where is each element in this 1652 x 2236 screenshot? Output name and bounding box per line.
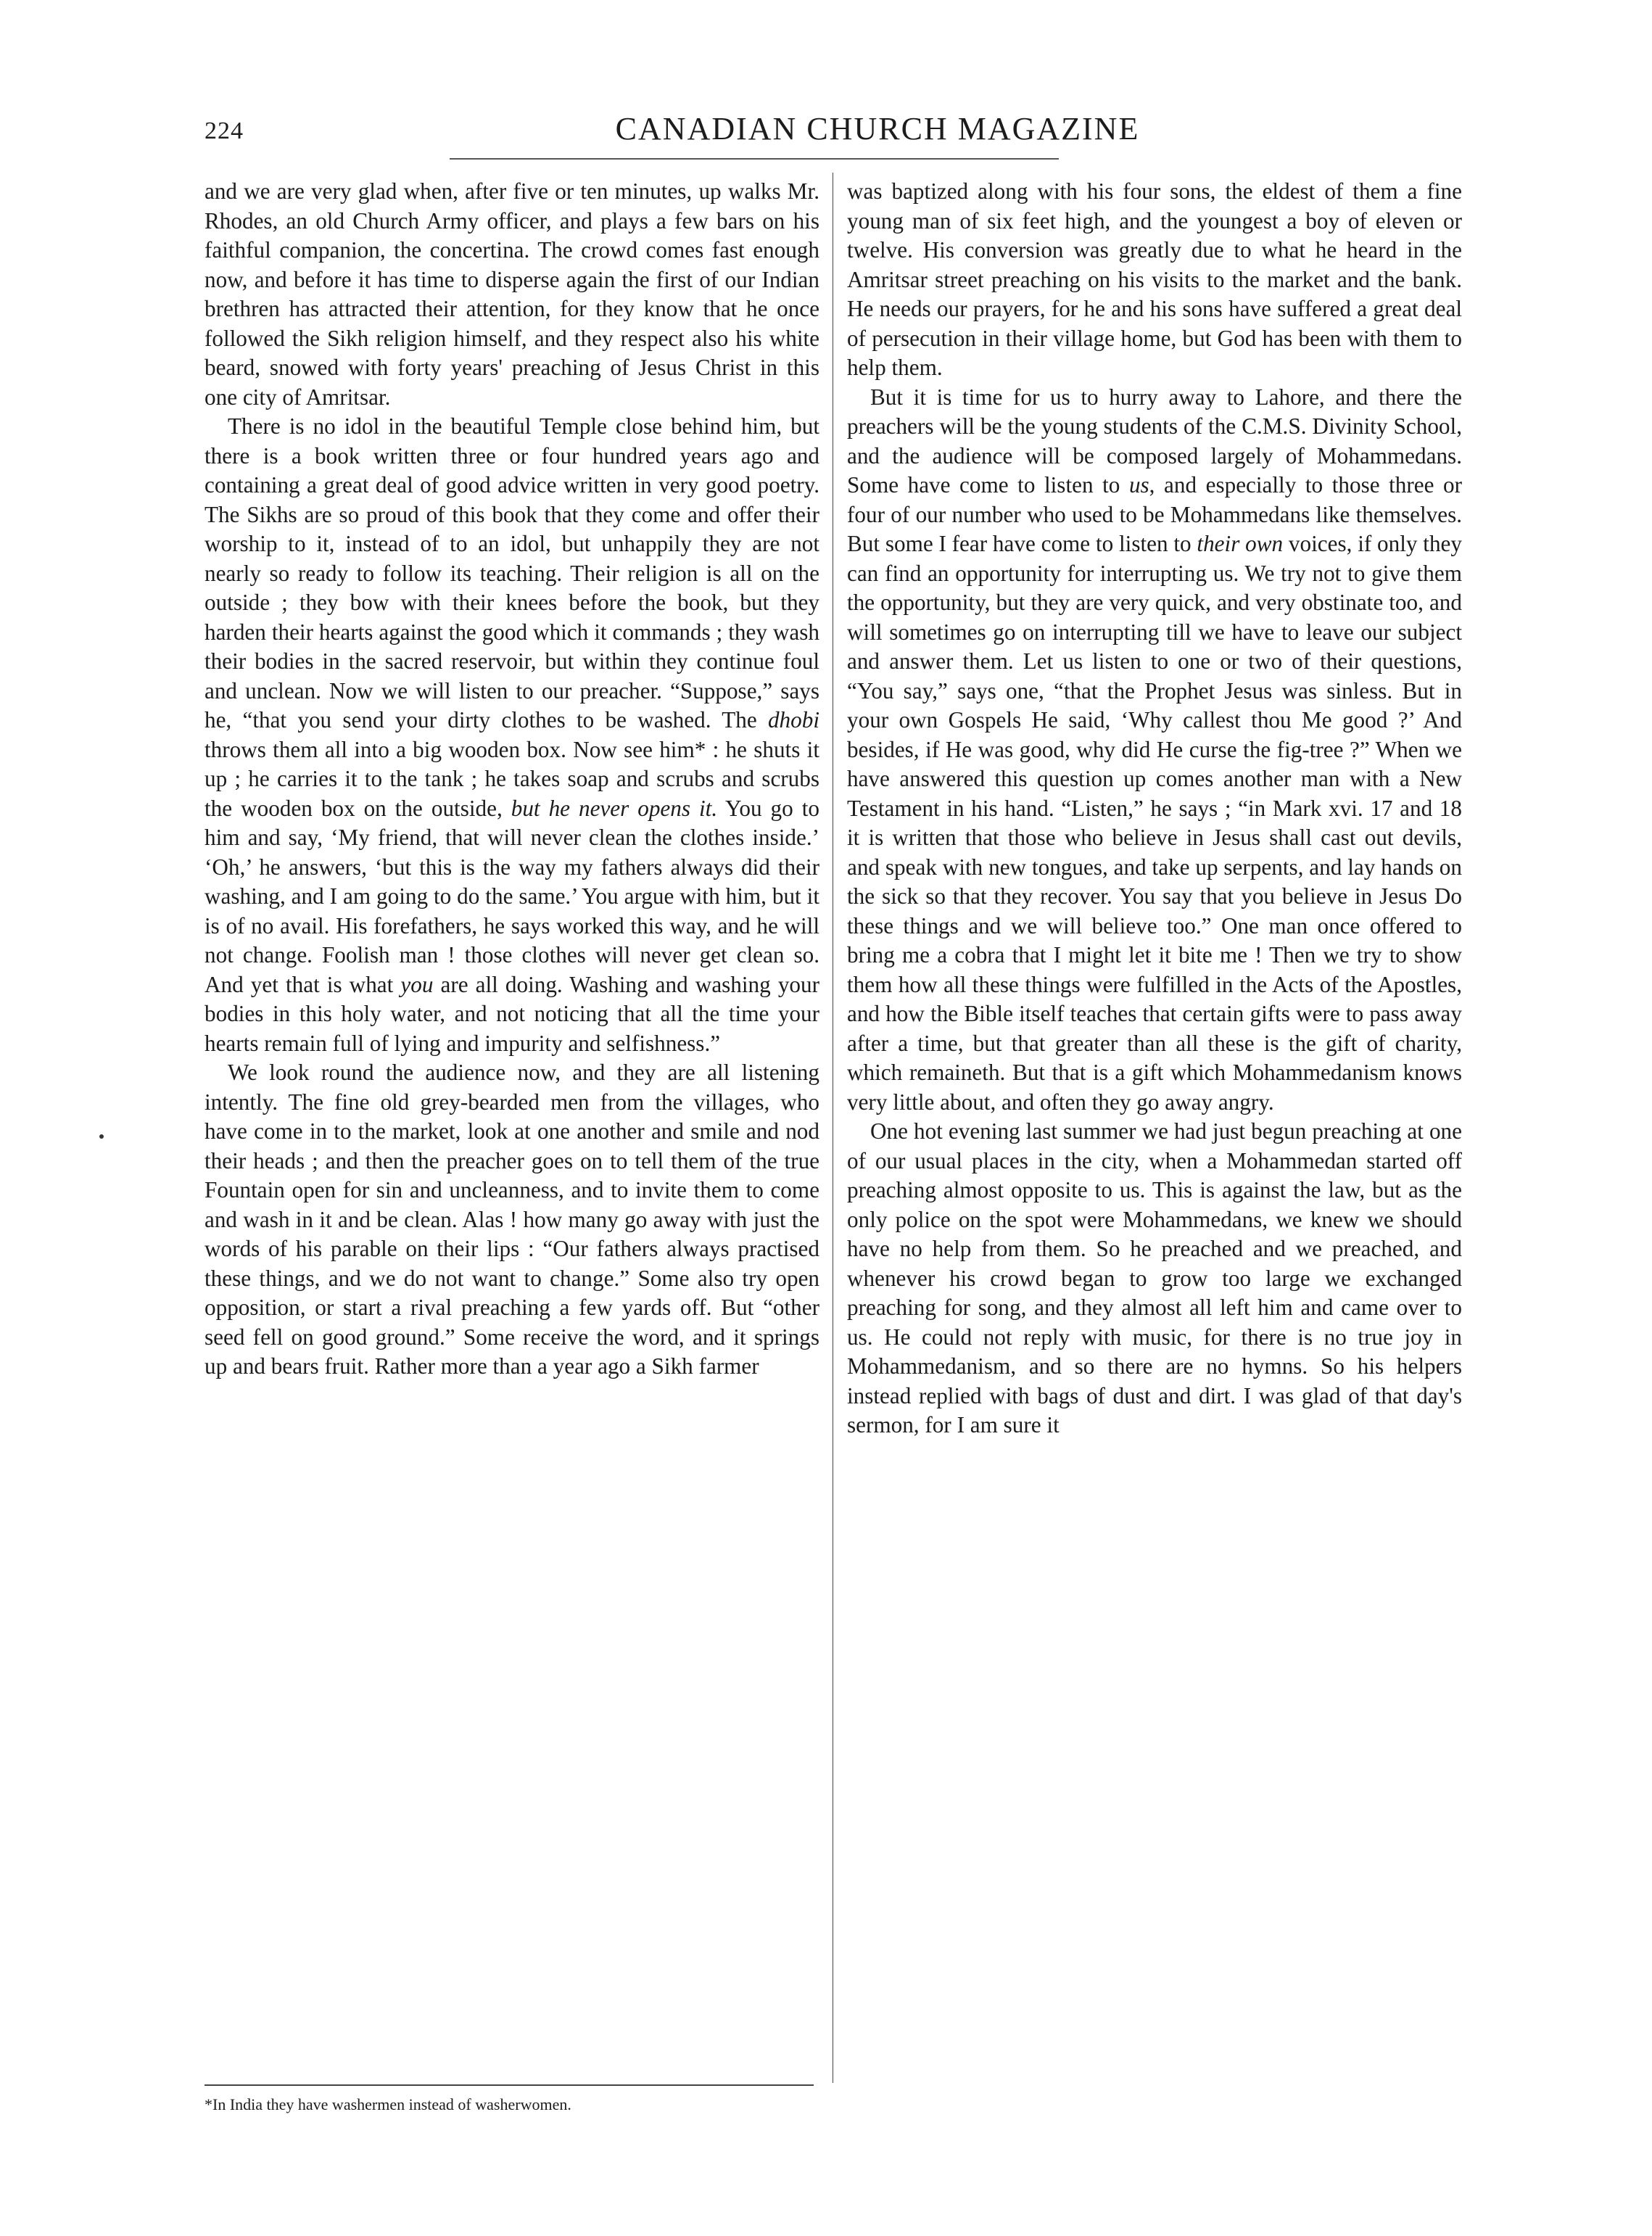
paragraph: We look round the audience now, and they are all listening intently. The fine old grey-bearded men from the villages, who have come in to the market, look at one another and smile and nod their heads ; and then the preacher goes on to tell them of the true Fountain open for sin and uncleanness, and to invite them to come and wash in it and be clean. Alas ! how many go away with just the words of his parable on their lips : “Our fathers always practised these things, and we do not want to change.” Some also try open opposition, or start a rival preaching a few yards off. But “other seed fell on good ground.” Some receive the word, and it springs up and bears fruit. Rather more than a year ago a Sikh farmer bbox=[205, 1060, 819, 1379]
italic-word: us bbox=[1128, 472, 1149, 498]
paragraph bbox=[205, 412, 819, 1058]
paragraph: and we are very glad when, after five or ten minutes, up walks Mr. Rhodes, an old Church Army officer, and plays a few bars on his faithful companion, the concertina. The crowd comes fast enough now, and before it has time to disperse again the first of our Indian brethren has attracted their attention, for they know that he once followed the Sikh religion himself, and they respect also his white beard, snowed with forty years' preaching of Jesus Christ in this one city of Amritsar. bbox=[205, 178, 819, 410]
paragraph: One hot evening last summer we had just begun preaching at one of our usual places in the city, when a Mohammedan started off preaching almost opposite to us. This is against the law, but as the only police on the spot were Mohammedans, we knew we should have no help from them. So he preached and we preached, and whenever his crowd began to grow too large we exchanged preaching for song, and they almost all left him and came over to us. He could not reply with music, for there is no true joy in Mohammedanism, and so there are no hymns. So his helpers instead replied with bags of dust and dirt. I was glad of that day's sermon, for I am sure it bbox=[847, 1118, 1462, 1437]
italic-phrase: but he never opens it. bbox=[511, 795, 718, 821]
text-run: , and especially to those three or four of our number who used to be Mohammedans like themselves. But some I fear have come to listen to bbox=[847, 472, 1462, 556]
right-column bbox=[847, 177, 1462, 1440]
italic-word: you bbox=[400, 971, 434, 997]
text-run: But it is time for us to hurry away to Lahore, and there the preachers will be the young students of the C.M.S. Divinity School, and the audience will be composed largely of Mohammedans. Some have come to listen to bbox=[847, 384, 1462, 498]
italic-phrase: their own bbox=[1197, 531, 1284, 556]
paragraph bbox=[847, 383, 1462, 1118]
margin-speck bbox=[99, 1134, 104, 1139]
footnote-rule bbox=[205, 2084, 814, 2086]
text-run: throws them all into a big wooden box. Now see him* : he shuts it up ; he carries it to the tank ; he takes soap and scrubs and scrubs the wooden box on the outside, bbox=[205, 736, 819, 821]
italic-term: dhobi bbox=[767, 707, 819, 733]
running-title: CANADIAN CHURCH MAGAZINE bbox=[615, 111, 1140, 147]
text-run: are all doing. Washing and washing your bodies in this holy water, and not noticing that all the time your hearts remain full of lying and impurity and selfishness.” bbox=[205, 971, 819, 1056]
footnote: *In India they have washermen instead of washerwomen. bbox=[205, 2095, 571, 2113]
text-run: You go to him and say, ‘My friend, that will never clean the clothes inside.’ ‘Oh,’ he answers, ‘but this is the way my fathers always did their washing, and I am going to do the same.’ You argue with him, but it is of no avail. His forefathers, he says worked this way, and he will not change. Foolish man ! those clothes will never get clean so. And yet that is what bbox=[205, 795, 819, 997]
text-run: voices, if only they can find an opportunity for interrupting us. We try not to give them the opportunity, but they are very quick, and very obstinate too, and will sometimes go on interrupting till we have to leave our subject and answer them. Let us listen to one or two of their questions, “You say,” says one, “that the Prophet Jesus was sinless. But in your own Gospels He said, ‘Why callest thou Me good ?’ And besides, if He was good, why did He curse the fig-tree ?” When we have answered this question up comes another man with a New Testament in his hand. “Listen,” he says ; “in Mark xvi. 17 and 18 it is written that those who believe in Jesus shall cast out devils, and speak with new tongues, and take up serpents, and lay hands on the sick so that they recover. You say that you believe in Jesus Do these things and we will believe too.” One man once offered to bring me a cobra that I might let it bite me ! Then we try to show them how all these things were fulfilled in the Acts of the Apostles, and how the Bible itself teaches that certain gifts were to pass away after a time, but that greater than all these is the gift of charity, which remaineth. But that is a gift which Mohammedanism knows very little about, and often they go away angry. bbox=[847, 531, 1462, 1115]
text-run: There is no idol in the beautiful Temple close behind him, but there is a book written three or four hundred years ago and containing a great deal of good advice written in very good poetry. The Sikhs are so proud of this book that they come and offer their worship to it, instead of to an idol, but unhappily they are not nearly so ready to follow its teaching. Their religion is all on the outside ; they bow with their knees before the book, but they harden their hearts against the good which it commands ; they wash their bodies in the sacred reservoir, but within they continue foul and unclean. Now we will listen to our preacher. “Suppose,” says he, “that you send your dirty clothes to be washed. The bbox=[205, 413, 819, 733]
paragraph: was baptized along with his four sons, the eldest of them a fine young man of six feet high, and the youngest a boy of eleven or twelve. His conversion was greatly due to what he heard in the Amritsar street preaching on his visits to the market and the bank. He needs our prayers, for he and his sons have suffered a great deal of persecution in their village home, but God has been with them to help them. bbox=[847, 178, 1462, 380]
header-rule bbox=[450, 158, 1059, 160]
page-number: 224 bbox=[205, 117, 244, 144]
left-column bbox=[205, 177, 819, 1382]
